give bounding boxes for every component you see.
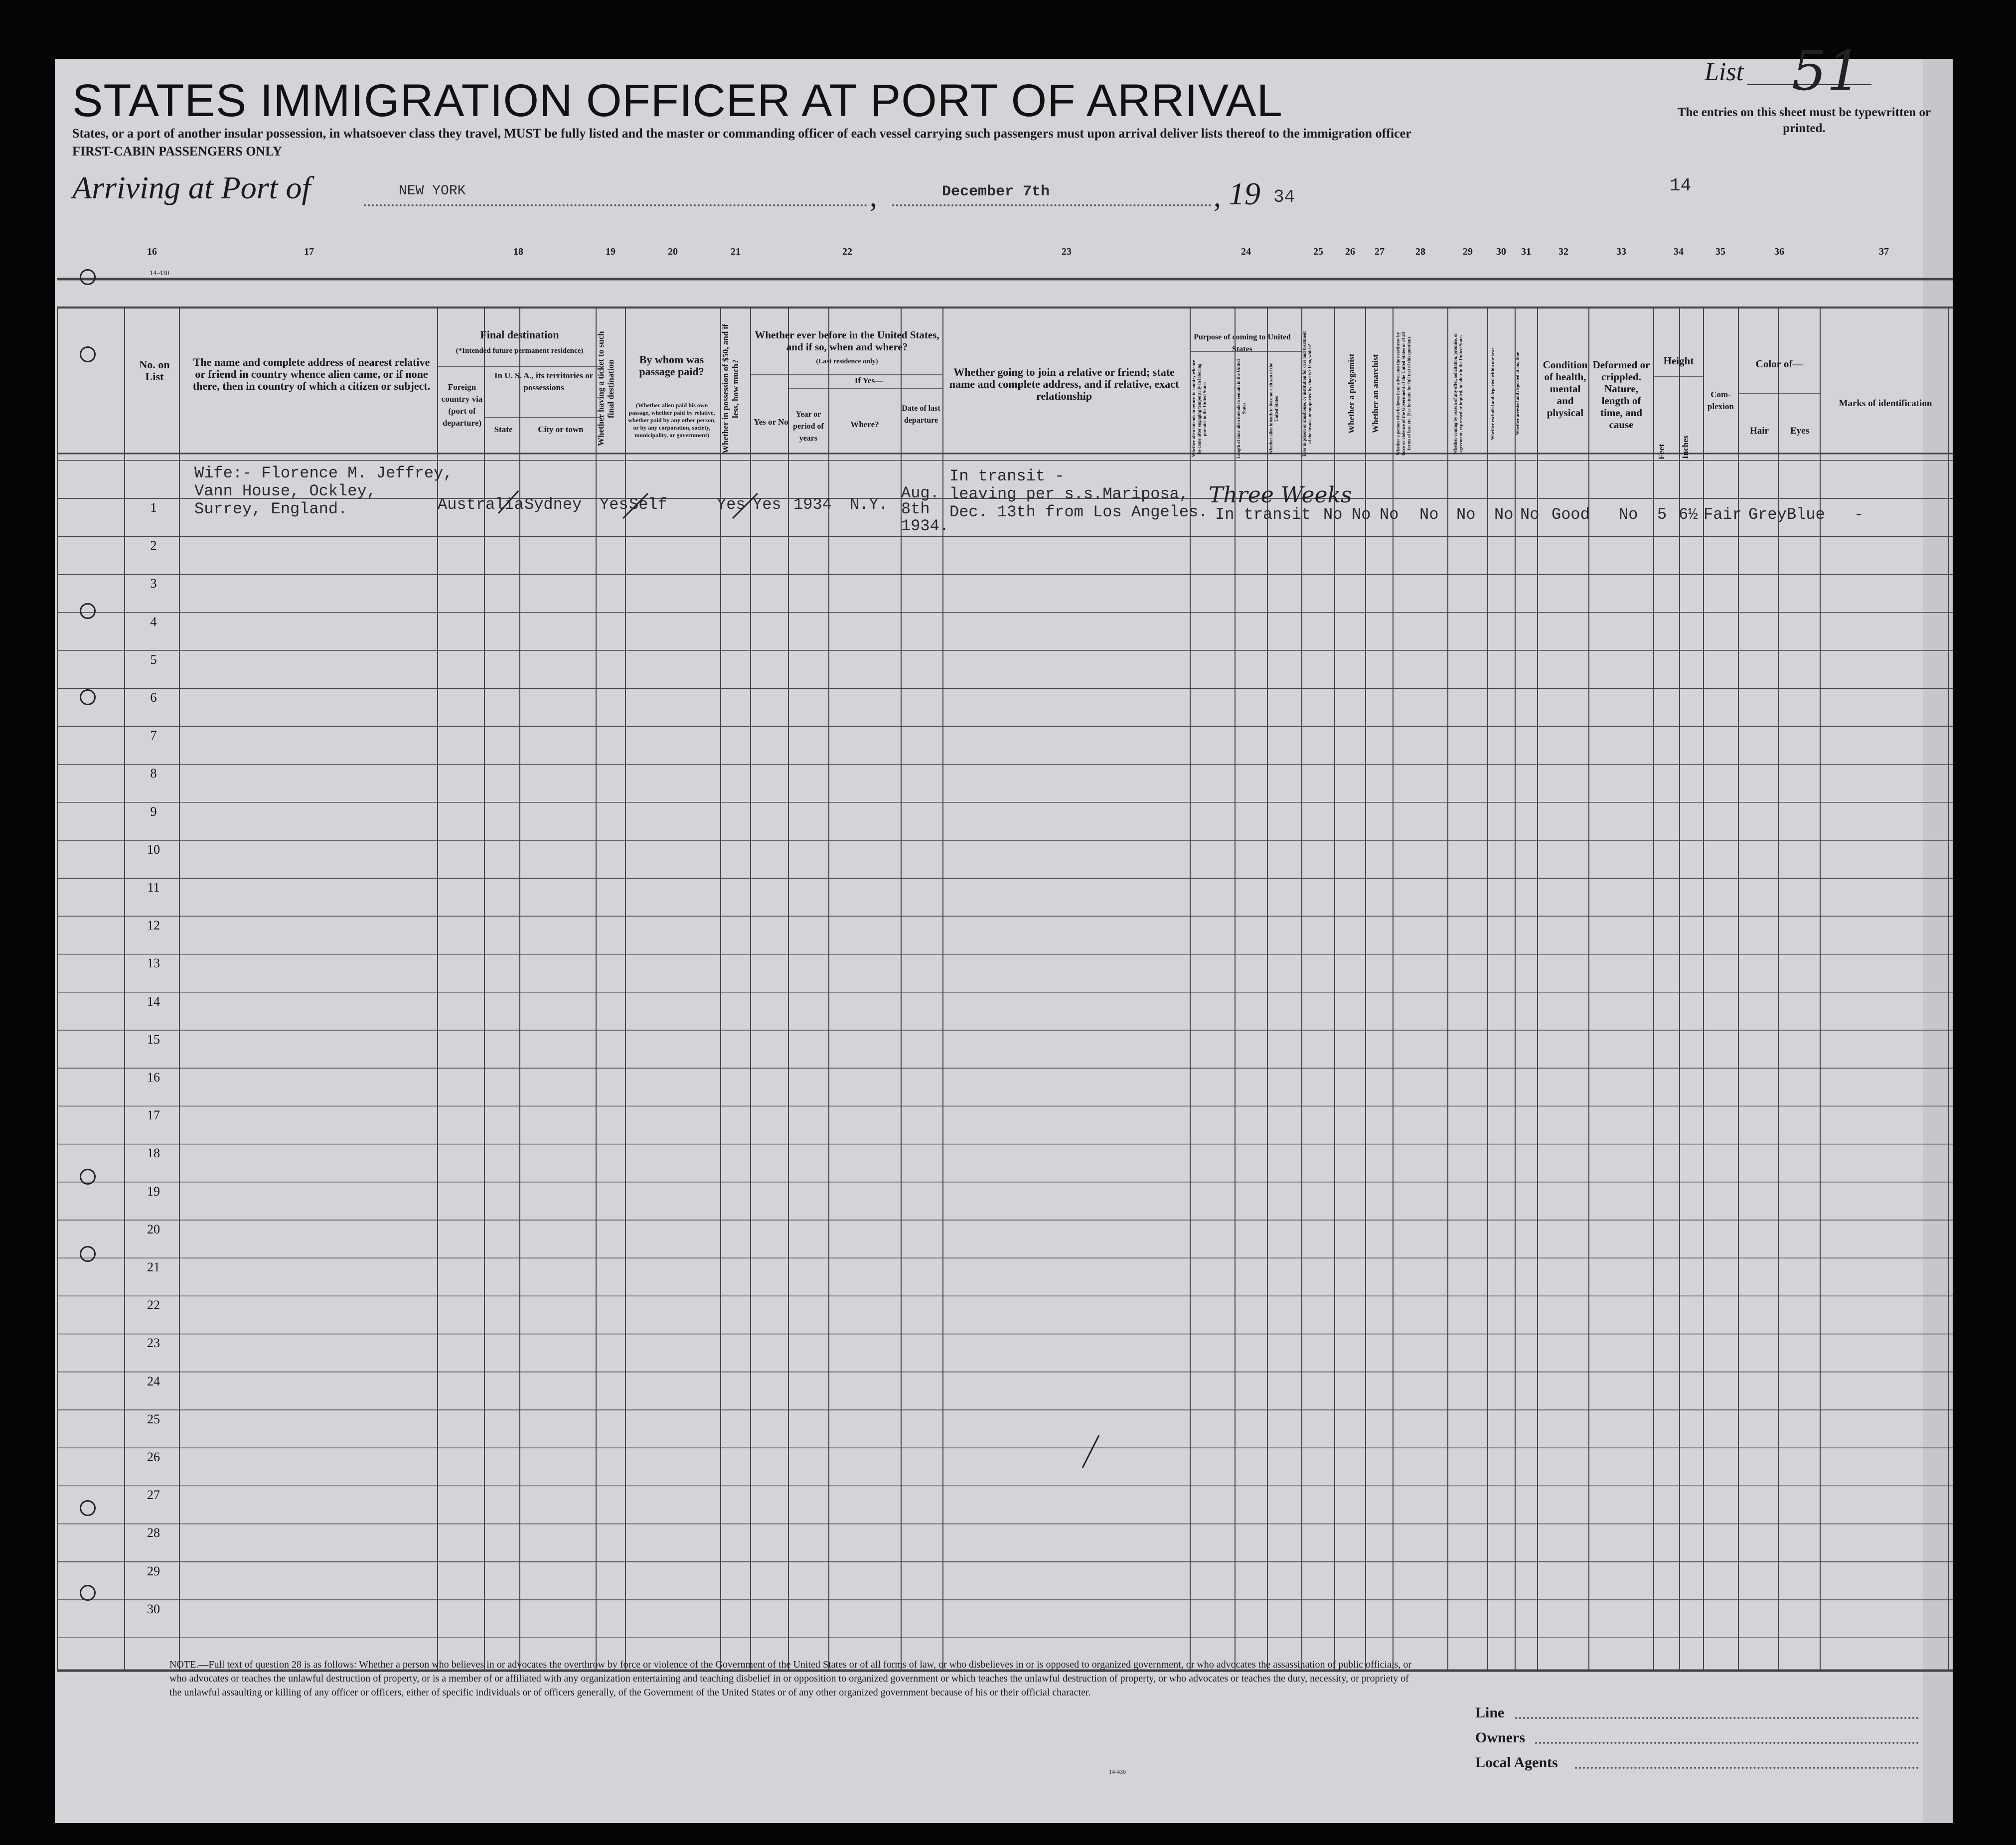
- header-purpose-citizen: Whether alien intends to become a citizen of the United States: [1268, 363, 1279, 455]
- entry-overthrow: No: [1419, 505, 1439, 524]
- header-relative: The name and complete address of nearest relative or friend in country whence alien came, or if none there, then in country of which a citizen or subject.: [192, 356, 431, 392]
- header-anarchist: Whether an anarchist: [1371, 354, 1380, 434]
- header-no-on-list: No. on List: [139, 359, 170, 383]
- strike-mark-destination: [498, 491, 518, 513]
- row-number: 30: [147, 1601, 160, 1616]
- row-number: 26: [147, 1450, 160, 1464]
- entry-joining-line2: leaving per s.s.Mariposa,: [949, 485, 1189, 503]
- row-number: 10: [147, 842, 160, 857]
- binder-hole: [80, 1585, 96, 1601]
- row-number: 28: [147, 1526, 160, 1540]
- column-number: 17: [304, 246, 314, 257]
- header-ever-before: Whether ever before in the United States, and if so, when and where?: [755, 329, 939, 353]
- entry-year: 1934: [793, 495, 832, 514]
- header-complexion: Com- plexion: [1707, 390, 1734, 411]
- header-marks: Marks of identification: [1839, 398, 1932, 409]
- header-feet: Feet: [1657, 444, 1666, 460]
- entry-deformed: No: [1619, 505, 1638, 524]
- column-number: 25: [1313, 246, 1323, 257]
- entry-relative-line1: Wife:- Florence M. Jeffrey,: [194, 464, 453, 482]
- column-number: 19: [606, 246, 616, 257]
- list-label: List: [1705, 58, 1744, 86]
- arriving-label: Arriving at Port of: [72, 170, 311, 205]
- binder-hole: [80, 1169, 96, 1185]
- header-if-yes: If Yes—: [854, 376, 884, 385]
- strike-mark-paid-by: [623, 493, 648, 518]
- header-ever-before-sub: (Last residence only): [816, 358, 878, 365]
- year-prefix: 19: [1229, 176, 1260, 211]
- header-contract-labor: Whether coming by reason of any offer, solicitation, promise, or agreement, expressed or implied, to labor in the United States: [1453, 332, 1463, 455]
- row-number: 27: [147, 1488, 160, 1503]
- entry-departure-line3: 1934.: [901, 517, 949, 535]
- column-number: 28: [1415, 246, 1425, 257]
- comma-mark-2: ,: [1214, 180, 1221, 213]
- row-number: 17: [147, 1108, 160, 1123]
- column-number: 21: [731, 246, 741, 257]
- column-number: 24: [1241, 246, 1251, 257]
- footer-owners-rule: [1535, 1742, 1919, 1744]
- header-final-destination: Final destination: [480, 329, 559, 341]
- entry-departure-line2: 8th: [901, 500, 930, 518]
- header-where: Where?: [850, 420, 879, 429]
- header-paid-by-note: (Whether alien paid his own passage, whether paid by relative, whether paid by any other person, or by any corporation, society, municipality, or government): [628, 402, 716, 439]
- row-number: 18: [147, 1146, 160, 1161]
- footer-agents-rule: [1575, 1767, 1919, 1769]
- header-fifty-dollars: Whether in possession of $50, and if less, how much?: [721, 324, 740, 454]
- header-purpose-length: Length of time alien intends to remain in the United States: [1236, 359, 1246, 459]
- entry-hair: Grey: [1748, 505, 1787, 524]
- header-state: State: [494, 425, 513, 434]
- header-polygamist: Whether a polygamist: [1347, 353, 1356, 434]
- entry-health: Good: [1551, 505, 1590, 524]
- row-number: 1: [150, 500, 157, 515]
- header-eyes: Eyes: [1790, 426, 1809, 436]
- port-value: NEW YORK: [399, 183, 466, 199]
- header-city: City or town: [538, 425, 584, 434]
- year-suffix: 34: [1273, 187, 1295, 207]
- entry-contract-labor: No: [1456, 505, 1476, 524]
- header-usa: In U. S. A., its territories or possessions: [494, 371, 594, 392]
- header-purpose: Purpose of coming to United States: [1194, 333, 1291, 353]
- row-number: 16: [147, 1070, 160, 1084]
- footer-line-label: Line: [1475, 1704, 1505, 1721]
- header-deported: Whether arrested and deported at any time: [1515, 352, 1520, 436]
- entries-note: The entries on this sheet must be typewritten or printed.: [1677, 106, 1931, 135]
- strike-mark-money: [733, 493, 758, 518]
- entry-eyes: Blue: [1787, 505, 1825, 524]
- row-number: 25: [147, 1411, 160, 1426]
- entry-relative-line3: Surrey, England.: [194, 500, 348, 518]
- binder-hole: [80, 603, 96, 619]
- column-number: 32: [1558, 246, 1568, 257]
- column-number: 26: [1345, 246, 1355, 257]
- header-height: Height: [1663, 355, 1694, 367]
- entry-departure-line1: Aug.: [901, 484, 939, 502]
- header-final-destination-sub: (*Intended future permanent residence): [456, 347, 584, 355]
- header-yes-no: Yes or No: [754, 417, 788, 427]
- entry-complexion: Fair: [1704, 505, 1742, 524]
- entry-purpose-handwritten: Three Weeks: [1209, 482, 1352, 508]
- entry-ticket: Yes: [600, 495, 628, 514]
- row-number: 5: [150, 652, 157, 667]
- row-number: 2: [150, 538, 157, 553]
- binder-hole: [80, 689, 96, 705]
- column-number: 29: [1463, 246, 1473, 257]
- binder-hole: [80, 1246, 96, 1262]
- row-number: 21: [147, 1260, 160, 1274]
- column-number: 31: [1521, 246, 1531, 257]
- footer-line-rule: [1515, 1717, 1919, 1719]
- column-number: 18: [513, 246, 523, 257]
- entry-feet: 5: [1657, 505, 1667, 524]
- footer-form-code: 14-430: [1109, 1768, 1126, 1775]
- entry-anarchist: No: [1380, 505, 1399, 524]
- binder-hole: [80, 269, 96, 285]
- column-number: 20: [668, 246, 678, 257]
- entry-purpose-typed: In transit: [1215, 505, 1311, 524]
- column-number: 30: [1496, 246, 1506, 257]
- row-number: 8: [150, 766, 157, 781]
- stray-pen-mark: [1083, 1435, 1099, 1468]
- header-year: Year or period of years: [793, 410, 824, 443]
- footnote-q28: NOTE.—Full text of question 28 is as follows: Whether a person who believes in or advocates the overthrow by force or violence of the Government of the United States or of all forms of law, or who disbelieves in or is opposed to organized government, or who advocates the assassination of public officials, or who advocates or teaches the unlawful destruction of property, or is a member of or affiliated with any organization entertaining and teaching disbelief in or opposition to organized government or which teaches the unlawful destruction of property, or who advocates or teaches the duty, necessity, or propriety of the unlawful assaulting or killing of any officer or officers, either of specific individuals or of officers generally, of the Government of the United States or of any other organized government because of his or their official character.: [169, 1659, 1411, 1698]
- header-ticket: Whether having a ticket to such final destination: [596, 331, 616, 447]
- row-number: 14: [147, 994, 160, 1009]
- entry-city: Sydney: [524, 495, 582, 514]
- row-number: 23: [147, 1336, 160, 1351]
- column-number: 27: [1375, 246, 1385, 257]
- entry-money: Yes: [717, 495, 746, 514]
- row-number: 3: [150, 576, 157, 591]
- row-number: 13: [147, 956, 160, 971]
- header-foreign-country: Foreign country via (port of departure): [441, 382, 483, 428]
- column-number: 16: [147, 246, 157, 257]
- comma-mark: ,: [870, 180, 877, 213]
- cabin-class: FIRST-CABIN PASSENGERS ONLY: [72, 144, 282, 158]
- header-hair: Hair: [1750, 426, 1769, 436]
- column-number: 35: [1715, 246, 1725, 257]
- entry-ever-before: Yes: [753, 495, 781, 514]
- row-number: 19: [147, 1184, 160, 1199]
- intro-text: States, or a port of another insular possession, in whatsoever class they travel, MUST be fully listed and the master or commanding officer of each vessel carrying such passengers must upon arrival deliver lists thereof to the immigration officer: [72, 126, 1411, 141]
- entry-joining-line1: In transit -: [949, 467, 1065, 485]
- column-number: 36: [1774, 246, 1784, 257]
- row-number: 20: [147, 1222, 160, 1236]
- entry-polygamist: No: [1352, 505, 1371, 524]
- header-purpose-return: Whether alien intends to return to country whence he came after engaging temporarily in laboring pursuits in the United States: [1191, 360, 1207, 458]
- header-joining: Whether going to join a relative or friend; state name and complete address, and if relative, exact relationship: [949, 366, 1179, 402]
- header-inches: Inches: [1681, 435, 1690, 459]
- row-number: 6: [150, 690, 157, 705]
- entry-joining-line3: Dec. 13th from Los Angeles.: [949, 503, 1208, 521]
- row-number: 4: [150, 614, 157, 629]
- page-mark: 14: [1670, 175, 1692, 196]
- date-value: December 7th: [942, 183, 1050, 200]
- column-number: 33: [1616, 246, 1626, 257]
- entry-relative-line2: Vann House, Ockley,: [194, 482, 376, 500]
- row-number: 22: [147, 1298, 160, 1313]
- form-title: STATES IMMIGRATION OFFICER AT PORT OF ARRIVAL: [72, 75, 1283, 126]
- column-number: 34: [1674, 246, 1684, 257]
- row-number: 9: [150, 804, 157, 819]
- header-prison: Ever in prison or almshouse, or institution for care and treatment of the insane, or supported by charity? If so, which?: [1302, 331, 1312, 457]
- entry-deported: No: [1520, 505, 1540, 524]
- header-health: Condition of health, mental and physical: [1543, 359, 1588, 419]
- header-color-of: Color of—: [1755, 358, 1803, 370]
- column-number: 37: [1879, 246, 1889, 257]
- footer-owners-label: Owners: [1475, 1729, 1525, 1746]
- row-number: 15: [147, 1032, 160, 1047]
- entry-marks: -: [1854, 505, 1864, 524]
- header-paid-by: By whom was passage paid?: [639, 354, 704, 378]
- entry-paid-by: Self: [629, 495, 667, 514]
- entry-prison: No: [1323, 505, 1343, 524]
- row-number: 7: [150, 728, 157, 743]
- form-code-top: 14-430: [150, 270, 169, 277]
- binder-hole: [80, 1500, 96, 1516]
- binder-hole: [80, 346, 96, 362]
- entry-inches: 6½: [1679, 505, 1698, 524]
- row-number: 24: [147, 1374, 160, 1388]
- row-number: 12: [147, 918, 160, 933]
- list-number: 51: [1792, 39, 1861, 103]
- row-number: 29: [147, 1563, 160, 1578]
- header-deformed: Deformed or crippled. Nature, length of time, and cause: [1592, 359, 1650, 431]
- entry-where: N.Y.: [850, 495, 888, 514]
- column-number: 23: [1062, 246, 1072, 257]
- footer-agents-label: Local Agents: [1475, 1754, 1558, 1771]
- row-number: 11: [147, 880, 160, 895]
- header-excluded: Whether excluded and deported within one year: [1490, 347, 1495, 440]
- entry-foreign-country: Australia: [438, 495, 524, 514]
- header-overthrow: Whether a person who believes in or advocates the overthrow by force or violence of the Government of the United States or of all forms of law, etc. (See footnote for full text of this question): [1396, 332, 1411, 456]
- column-number: 22: [842, 246, 852, 257]
- header-departure-date: Date of last departure: [902, 404, 940, 425]
- entry-excluded: No: [1494, 505, 1514, 524]
